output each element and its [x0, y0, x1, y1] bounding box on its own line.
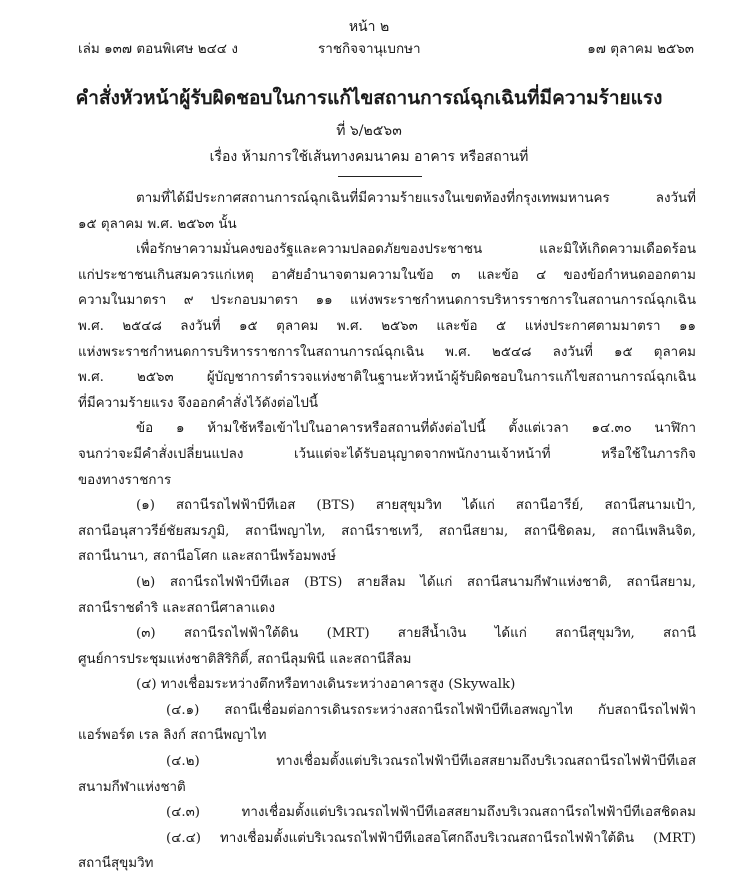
gazette-date: ๑๗ ตุลาคม ๒๕๖๓ — [587, 41, 694, 57]
body-line: ความในมาตรา ๙ ประกอบมาตรา ๑๑ แห่งพระราชกำหนดการบริหารราชการในสถานการณ์ฉุกเฉิน — [78, 293, 696, 309]
volume-issue: เล่ม ๑๓๗ ตอนพิเศษ ๒๔๔ ง — [78, 41, 238, 57]
list-item-4: (๔) ทางเชื่อมระหว่างตึกหรือทางเดินระหว่างอาคารสูง (Skywalk) — [136, 677, 516, 693]
body-line: ตามที่ได้มีประกาศสถานการณ์ฉุกเฉินที่มีความร้ายแรงในเขตท้องที่กรุงเทพมหานคร ลงวันที่ — [136, 191, 696, 206]
sub-item-4-4: (๔.๔) ทางเชื่อมตั้งแต่บริเวณรถไฟฟ้าบีทีเอสอโศกถึงบริเวณสถานีรถไฟฟ้าใต้ดิน (MRT) — [166, 830, 696, 846]
list-item-3: (๓) สถานีรถไฟฟ้าใต้ดิน (MRT) สายสีน้ำเงิน ได้แก่ สถานีสุขุมวิท, สถานี — [136, 626, 696, 642]
body-line: แก่ประชาชนเกินสมควรแก่เหตุ อาศัยอำนาจตามความในข้อ ๓ และข้อ ๔ ของข้อกำหนดออกตาม — [78, 267, 696, 283]
sub-item-4-2: (๔.๒) ทางเชื่อมตั้งแต่บริเวณรถไฟฟ้าบีทีเอสสยามถึงบริเวณสถานีรถไฟฟ้าบีทีเอส — [166, 754, 696, 770]
body-line: แอร์พอร์ต เรล ลิงก์ สถานีพญาไท — [78, 728, 267, 744]
order-body — [78, 186, 696, 877]
body-line: ที่มีความร้ายแรง จึงออกคำสั่งไว้ดังต่อไปนี้ — [78, 395, 319, 411]
title-divider — [338, 176, 422, 177]
list-item-1: (๑) สถานีรถไฟฟ้าบีทีเอส (BTS) สายสุขุมวิท ได้แก่ สถานีอารีย์, สถานีสนามเป้า, — [136, 498, 696, 514]
body-line: สนามกีฬาแห่งชาติ — [78, 779, 186, 795]
clause-1-line: ข้อ ๑ ห้ามใช้หรือเข้าไปในอาคารหรือสถานที่ดังต่อไปนี้ ตั้งแต่เวลา ๑๔.๓๐ นาฬิกา — [136, 421, 696, 437]
body-line: ของทางราชการ — [78, 472, 172, 488]
order-subject: เรื่อง ห้ามการใช้เส้นทางคมนาคม อาคาร หรือสถานที่ — [209, 149, 529, 165]
gazette-name: ราชกิจจานุเบกษา — [318, 41, 421, 57]
body-line: แห่งพระราชกำหนดการบริหารราชการในสถานการณ์ฉุกเฉิน พ.ศ. ๒๕๔๘ ลงวันที่ ๑๕ ตุลาคม — [78, 344, 696, 360]
body-line: สถานีอนุสาวรีย์ชัยสมรภูมิ, สถานีพญาไท, สถานีราชเทวี, สถานีสยาม, สถานีชิดลม, สถานีเพลินจิต, — [78, 523, 696, 539]
body-line: จนกว่าจะมีคำสั่งเปลี่ยนแปลง เว้นแต่จะได้รับอนุญาตจากพนักงานเจ้าหน้าที่ หรือใช้ในภารกิจ — [78, 446, 696, 462]
body-line: สถานีสุขุมวิท — [78, 856, 154, 872]
body-line: พ.ศ. ๒๕๖๓ ผู้บัญชาการตำรวจแห่งชาติในฐานะหัวหน้าผู้รับผิดชอบในการแก้ไขสถานการณ์ฉุกเฉิน — [78, 370, 696, 386]
sub-item-4-3: (๔.๓) ทางเชื่อมตั้งแต่บริเวณรถไฟฟ้าบีทีเอสสยามถึงบริเวณสถานีรถไฟฟ้าบีทีเอสชิดลม — [166, 805, 696, 821]
order-title: คำสั่งหัวหน้าผู้รับผิดชอบในการแก้ไขสถานการณ์ฉุกเฉินที่มีความร้ายแรง — [75, 87, 663, 109]
body-line: เพื่อรักษาความมั่นคงของรัฐและความปลอดภัยของประชาชน และมิให้เกิดความเดือดร้อน — [136, 242, 696, 258]
gazette-header — [78, 40, 694, 58]
list-item-2: (๒) สถานีรถไฟฟ้าบีทีเอส (BTS) สายสีลม ได้แก่ สถานีสนามกีฬาแห่งชาติ, สถานีสยาม, — [136, 574, 696, 590]
body-line: ศูนย์การประชุมแห่งชาติสิริกิติ์, สถานีลุมพินี และสถานีสีลม — [78, 651, 412, 667]
sub-item-4-1: (๔.๑) สถานีเชื่อมต่อการเดินรถระหว่างสถานีรถไฟฟ้าบีทีเอสพญาไท กับสถานีรถไฟฟ้า — [166, 702, 696, 718]
order-number: ที่ ๖/๒๕๖๓ — [336, 123, 402, 139]
body-line: สถานีราชดำริ และสถานีศาลาแดง — [78, 600, 276, 616]
page-number: หน้า ๒ — [348, 19, 390, 35]
body-line: พ.ศ. ๒๕๔๘ ลงวันที่ ๑๕ ตุลาคม พ.ศ. ๒๕๖๓ และข้อ ๕ แห่งประกาศตามมาตรา ๑๑ — [78, 318, 696, 334]
body-line: ๑๕ ตุลาคม พ.ศ. ๒๕๖๓ นั้น — [78, 216, 237, 232]
body-line: สถานีนานา, สถานีอโศก และสถานีพร้อมพงษ์ — [78, 549, 336, 565]
